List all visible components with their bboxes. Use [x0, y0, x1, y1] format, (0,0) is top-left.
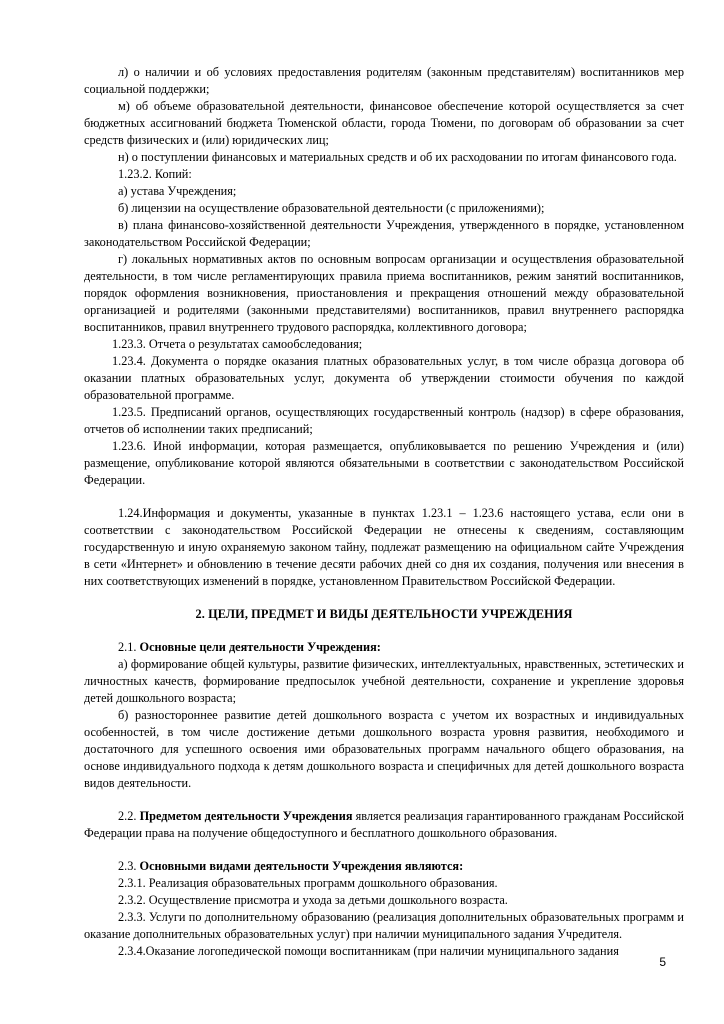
item-1-23-6: 1.23.6. Иной информации, которая размещается, опубликовывается по решению Учреждения и (или) размещение, опубликование которой являются обязательными в соответствии с законодательством Российской Федерации. [84, 439, 684, 487]
section-text: является реализация гарантированного гражданам Российской Федерации права на получение общедоступного и бесплатного дошкольного образования. [84, 809, 684, 840]
item-1-23-2: 1.23.2. Копий: [118, 167, 192, 181]
section-title: Основными видами деятельности Учреждения являются: [139, 859, 464, 873]
section-heading: 2. ЦЕЛИ, ПРЕДМЕТ И ВИДЫ ДЕЯТЕЛЬНОСТИ УЧРЕЖДЕНИЯ [195, 607, 573, 621]
item-1-23-4: 1.23.4. Документа о порядке оказания платных образовательных услуг, в том числе образца договора об оказании платных образовательных услуг, документа об утверждении стоимости обучения по каждой образовательной программе. [84, 354, 684, 402]
item-b-license: б) лицензии на осуществление образовательной деятельности (с приложениями); [118, 201, 545, 215]
section-2-2 [84, 808, 684, 842]
spacer [84, 792, 684, 808]
item-v-plan: в) плана финансово-хозяйственной деятельности Учреждения, утвержденного в порядке, установленном законодательством Российской Федерации; [84, 218, 684, 249]
section-number: 2.1. [118, 640, 140, 654]
section-number: 2.2. [118, 809, 140, 823]
activity-2-3-3: 2.3.3. Услуги по дополнительному образованию (реализация дополнительных образовательных программ и оказание дополнительных образовательных услуг) при наличии муниципального задания Учредителя. [84, 910, 684, 941]
item-1-23-3: 1.23.3. Отчета о результатах самообследования; [112, 337, 363, 351]
goal-a: а) формирование общей культуры, развитие физических, интеллектуальных, нравственных, эстетических и личностных качеств, формирование предпосылок учебной деятельности, сохранение и укрепление здоровья детей дошкольного возраста; [84, 657, 684, 705]
spacer [84, 590, 684, 606]
item-m: м) об объеме образовательной деятельности, финансовое обеспечение которой осуществляется за счет бюджетных ассигнований бюджета Тюменской области, города Тюмени, по договорам об образовании за счет средств физических и (или) юридических лиц; [84, 99, 684, 147]
item-a-charter: а) устава Учреждения; [118, 184, 237, 198]
section-number: 2.3. [118, 859, 140, 873]
item-n: н) о поступлении финансовых и материальных средств и об их расходовании по итогам финансового года. [118, 150, 677, 164]
spacer [84, 623, 684, 639]
goal-b: б) разностороннее развитие детей дошкольного возраста с учетом их возрастных и индивидуальных особенностей, в том числе достижение детьми дошкольного возраста уровня развития, необходимого и достаточного для успешного освоения ими образовательных программ начального общего образования, на основе индивидуального подхода к детям дошкольного возраста и специфичных для детей дошкольного возраста видов деятельности. [84, 708, 684, 790]
item-g-local-acts: г) локальных нормативных актов по основным вопросам организации и осуществления образовательной деятельности, в том числе регламентирующих правила приема воспитанников, режим занятий воспитанников, порядок оформления возникновения, приостановления и прекращения отношений между образовательной организацией и родителями (законными представителями) воспитанников, правил внутреннего распорядка воспитанников, правил внутреннего трудового распорядка, коллективного договора; [84, 252, 684, 334]
section-2-1-heading [84, 639, 684, 656]
item-1-24: 1.24.Информация и документы, указанные в пунктах 1.23.1 – 1.23.6 настоящего устава, если они в соответствии с законодательством Российской Федерации не отнесены к сведениям, составляющим государственную и иную охраняемую законом тайну, подлежат размещению на официальном сайте Учреждения в сети «Интернет» и обновлению в течение десяти рабочих дней со дня их создания, получения или внесения в них соответствующих изменений в порядке, установленном Правительством Российской Федерации. [84, 506, 684, 588]
activity-2-3-1: 2.3.1. Реализация образовательных программ дошкольного образования. [118, 876, 498, 890]
activity-2-3-2: 2.3.2. Осуществление присмотра и ухода за детьми дошкольного возраста. [118, 893, 508, 907]
section-title: Основные цели деятельности Учреждения: [139, 640, 381, 654]
item-1-23-5: 1.23.5. Предписаний органов, осуществляющих государственный контроль (надзор) в сфере образования, отчетов об исполнении таких предписаний; [84, 405, 684, 436]
spacer [84, 842, 684, 858]
spacer [84, 489, 684, 505]
section-2-3-heading [84, 858, 684, 875]
page-number: 5 [659, 955, 666, 969]
section-title: Предметом деятельности Учреждения [139, 809, 353, 823]
activity-2-3-4: 2.3.4.Оказание логопедической помощи воспитанникам (при наличии муниципального задания [118, 944, 619, 958]
item-l: л) о наличии и об условиях предоставления родителям (законным представителям) воспитанников мер социальной поддержки; [84, 65, 684, 96]
